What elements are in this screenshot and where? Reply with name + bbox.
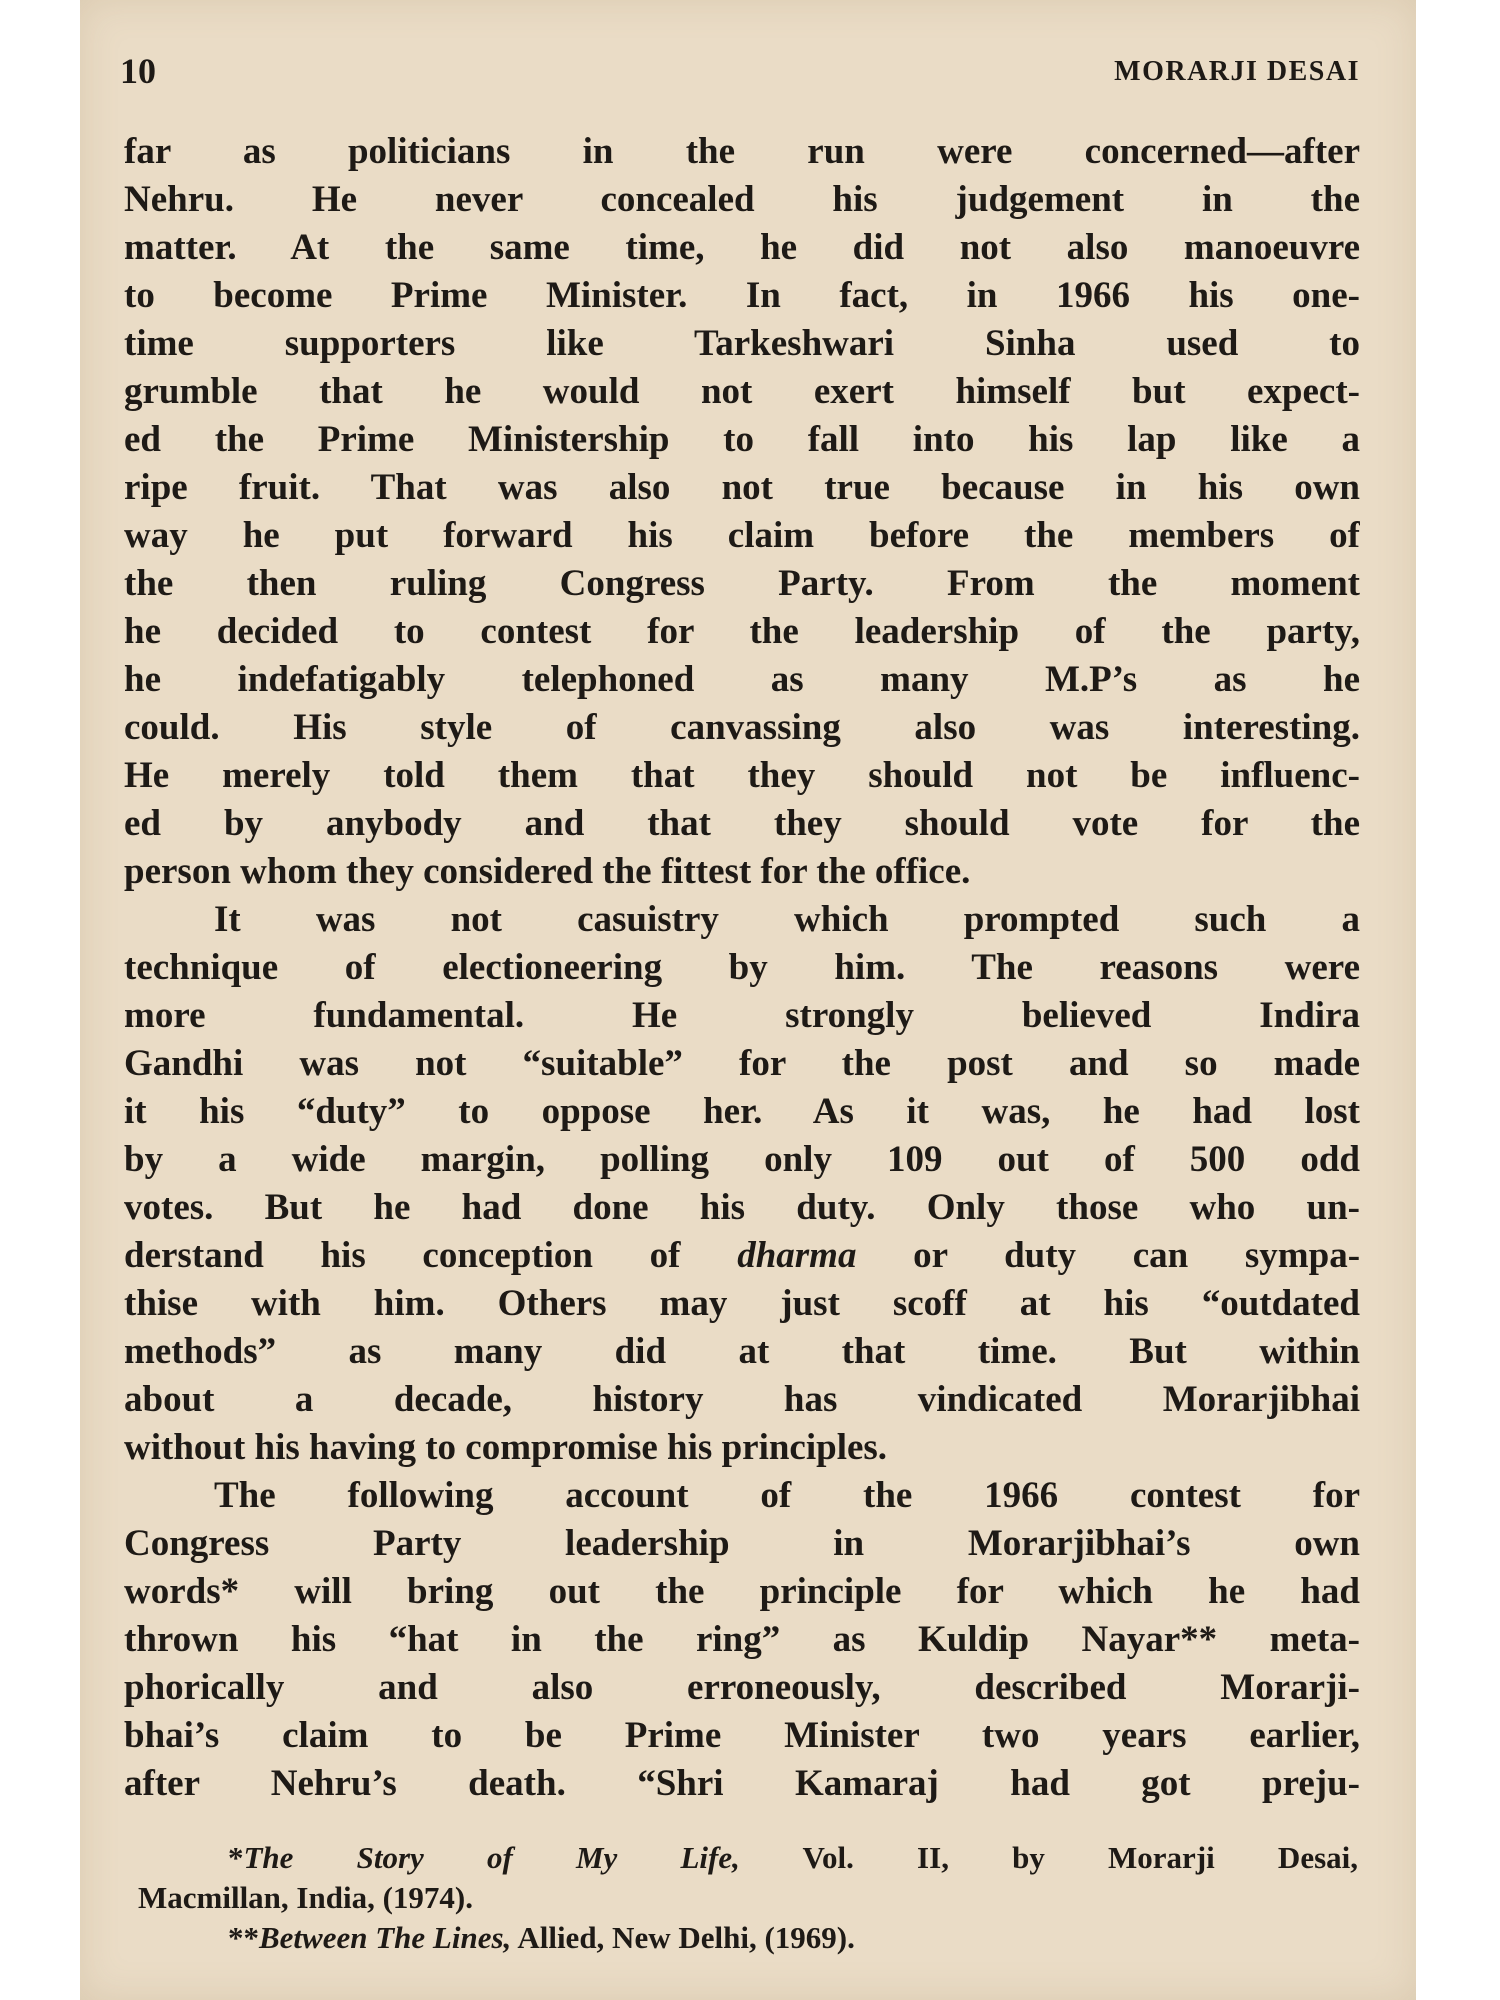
page-number: 10 <box>120 51 156 91</box>
body-text <box>124 128 1360 1808</box>
text-line: thrown his “hat in the ring” as Kuldip Nayar** meta- <box>124 1619 1360 1660</box>
page-header <box>120 50 1360 100</box>
book-page <box>80 0 1416 2000</box>
text-line: the then ruling Congress Party. From the moment <box>124 563 1360 604</box>
text-line: way he put forward his claim before the members of <box>124 515 1360 556</box>
footnote-marker: * <box>228 1840 244 1875</box>
text-line: person whom they considered the fittest for the office. <box>124 851 971 892</box>
text-fragment: derstand his conception of <box>124 1235 681 1276</box>
italic-term: dharma <box>737 1235 857 1276</box>
text-line: after Nehru’s death. “Shri Kamaraj had got preju- <box>124 1763 1360 1804</box>
text-line: Congress Party leadership in Morarjibhai’s own <box>124 1523 1360 1564</box>
text-line: to become Prime Minister. In fact, in 1966 his one- <box>124 275 1360 316</box>
text-line: Nehru. He never concealed his judgement in the <box>124 179 1360 220</box>
text-line: Gandhi was not “suitable” for the post and so made <box>124 1043 1360 1084</box>
text-line: votes. But he had done his duty. Only those who un- <box>124 1187 1360 1228</box>
text-line: by a wide margin, polling only 109 out of 500 odd <box>124 1139 1360 1180</box>
footnote-2 <box>138 1918 1358 1958</box>
footnote-marker: ** <box>228 1920 259 1955</box>
text-line: grumble that he would not exert himself but expect- <box>124 371 1360 412</box>
paragraph-start-line: It was not casuistry which prompted such a <box>214 899 1360 940</box>
text-line: more fundamental. He strongly believed Indira <box>124 995 1360 1036</box>
footnote-text: Allied, New Delhi, (1969). <box>511 1920 855 1955</box>
text-line: He merely told them that they should not be influenc- <box>124 755 1360 796</box>
text-line: far as politicians in the run were concerned—after <box>124 131 1360 172</box>
text-line: could. His style of canvassing also was interesting. <box>124 707 1360 748</box>
text-line: about a decade, history has vindicated Morarjibhai <box>124 1379 1360 1420</box>
text-line: he indefatigably telephoned as many M.P’s as he <box>124 659 1360 700</box>
text-line: bhai’s claim to be Prime Minister two years earlier, <box>124 1715 1360 1756</box>
footnotes <box>138 1838 1358 1958</box>
text-line: matter. At the same time, he did not also manoeuvre <box>124 227 1360 268</box>
paragraph-start-line: The following account of the 1966 contest for <box>214 1475 1360 1516</box>
running-head: MORARJI DESAI <box>1114 56 1360 87</box>
text-line: thise with him. Others may just scoff at his “outdated <box>124 1283 1360 1324</box>
text-line: methods” as many did at that time. But within <box>124 1331 1360 1372</box>
footnote-1 <box>138 1838 1358 1878</box>
text-line: technique of electioneering by him. The reasons were <box>124 947 1360 988</box>
text-line-with-italic <box>124 1232 1360 1280</box>
text-line: he decided to contest for the leadership of the party, <box>124 611 1360 652</box>
text-line: ripe fruit. That was also not true because in his own <box>124 467 1360 508</box>
text-line: time supporters like Tarkeshwari Sinha used to <box>124 323 1360 364</box>
footnote-text: Vol. II, by Morarji Desai, <box>739 1840 1359 1875</box>
footnote-title: The Story of My Life, <box>243 1840 740 1875</box>
footnote-1-continued: Macmillan, India, (1974). <box>138 1880 473 1915</box>
text-line: ed by anybody and that they should vote for the <box>124 803 1360 844</box>
text-line: phorically and also erroneously, described Morarji- <box>124 1667 1360 1708</box>
text-line: words* will bring out the principle for which he had <box>124 1571 1360 1612</box>
text-fragment: or duty can sympa- <box>913 1235 1360 1276</box>
footnote-title: Between The Lines, <box>259 1920 512 1955</box>
text-line: it his “duty” to oppose her. As it was, he had lost <box>124 1091 1360 1132</box>
text-line: without his having to compromise his principles. <box>124 1427 888 1468</box>
text-line: ed the Prime Ministership to fall into his lap like a <box>124 419 1360 460</box>
